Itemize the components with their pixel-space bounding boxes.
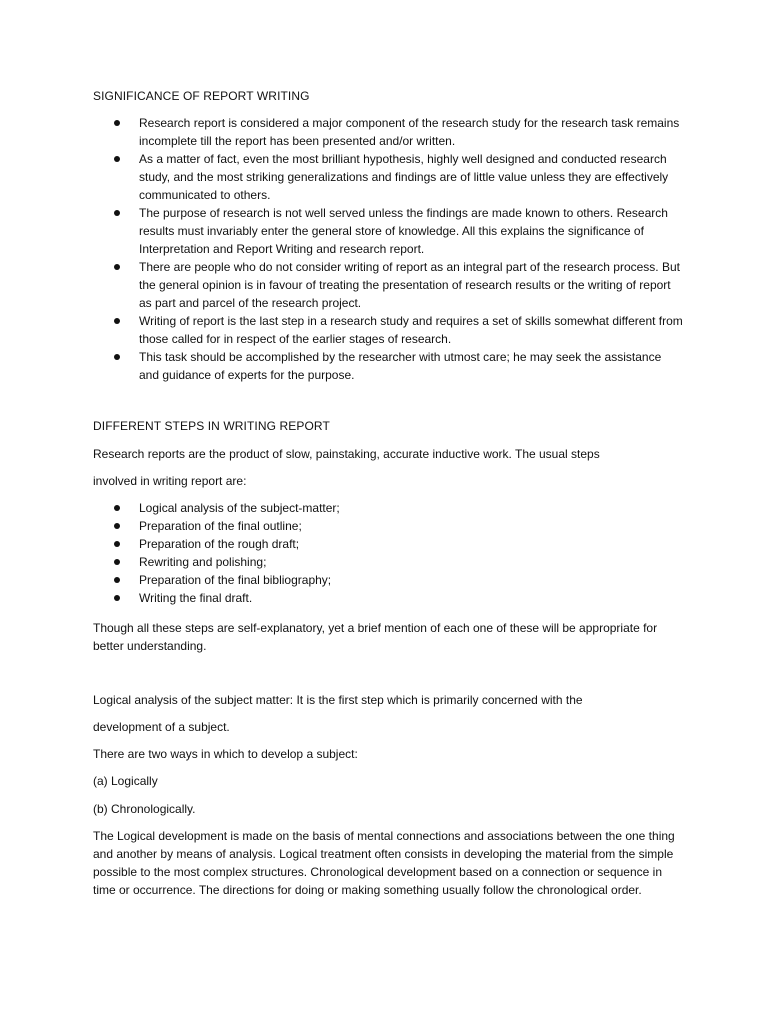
bullet-icon [114, 264, 120, 270]
list-item [93, 204, 683, 258]
bullet-text: As a matter of fact, even the most brilliant hypothesis, highly well designed and conducted research study, and the most striking generalizations and findings are of little value unless they are effectively communicated to others. [139, 152, 669, 202]
logical-analysis-line-3: There are two ways in which to develop a subject: [93, 747, 358, 761]
list-item [93, 150, 683, 204]
bullet-text: The purpose of research is not well served unless the findings are made known to others. Research results must invariably enter the general store of knowledge. All this explains the significance of Interpretation and Report Writing and research report. [139, 206, 668, 256]
section-heading-significance: SIGNIFICANCE OF REPORT WRITING [93, 89, 310, 103]
bullet-icon [114, 318, 120, 324]
step-text: Preparation of the final outline; [139, 519, 302, 533]
bullet-icon [114, 156, 120, 162]
bullet-icon [114, 210, 120, 216]
bullet-icon [114, 541, 120, 547]
option-chronologically: (b) Chronologically. [93, 802, 196, 816]
steps-bullet-list [93, 499, 683, 607]
list-item [93, 348, 683, 384]
bullet-icon [114, 595, 120, 601]
list-item [93, 571, 683, 589]
logical-analysis-line-2: development of a subject. [93, 720, 230, 734]
bullet-text: There are people who do not consider writing of report as an integral part of the research process. But the general opinion is in favour of treating the presentation of research results or the writing of report as part and parcel of the research project. [139, 260, 680, 310]
bullet-icon [114, 354, 120, 360]
bullet-icon [114, 559, 120, 565]
steps-intro-line-2: involved in writing report are: [93, 474, 247, 488]
bullet-icon [114, 577, 120, 583]
list-item [93, 589, 683, 607]
list-item [93, 499, 683, 517]
list-item [93, 258, 683, 312]
bullet-text: Writing of report is the last step in a research study and requires a set of skills somewhat different from those called for in respect of the earlier stages of research. [139, 314, 683, 346]
bullet-icon [114, 523, 120, 529]
step-text: Rewriting and polishing; [139, 555, 267, 569]
list-item [93, 114, 683, 150]
list-item [93, 535, 683, 553]
bullet-text: Research report is considered a major component of the research study for the research task remains incomplete till the report has been presented and/or written. [139, 116, 680, 148]
logical-analysis-line-1: Logical analysis of the subject matter: It is the first step which is primarily concerned with the [93, 693, 583, 707]
list-item [93, 553, 683, 571]
list-item [93, 517, 683, 535]
bullet-icon [114, 505, 120, 511]
development-paragraph: The Logical development is made on the basis of mental connections and associations between the one thing and another by means of analysis. Logical treatment often consists in developing the material from the simple possible to the most complex structures. Chronological development based on a connection or sequence in time or occurrence. The directions for doing or making something usually follow the chronological order. [93, 829, 675, 897]
bullet-text: This task should be accomplished by the researcher with utmost care; he may seek the assistance and guidance of experts for the purpose. [139, 350, 662, 382]
step-text: Preparation of the rough draft; [139, 537, 300, 551]
step-text: Preparation of the final bibliography; [139, 573, 332, 587]
bullet-icon [114, 120, 120, 126]
section-heading-steps: DIFFERENT STEPS IN WRITING REPORT [93, 419, 330, 433]
step-text: Logical analysis of the subject-matter; [139, 501, 340, 515]
option-logically: (a) Logically [93, 774, 158, 788]
list-item [93, 312, 683, 348]
steps-closing-paragraph: Though all these steps are self-explanatory, yet a brief mention of each one of these will be appropriate for better understanding. [93, 621, 658, 653]
steps-intro-line-1: Research reports are the product of slow, painstaking, accurate inductive work. The usual steps [93, 447, 600, 461]
step-text: Writing the final draft. [139, 591, 253, 605]
significance-bullet-list [93, 114, 683, 384]
